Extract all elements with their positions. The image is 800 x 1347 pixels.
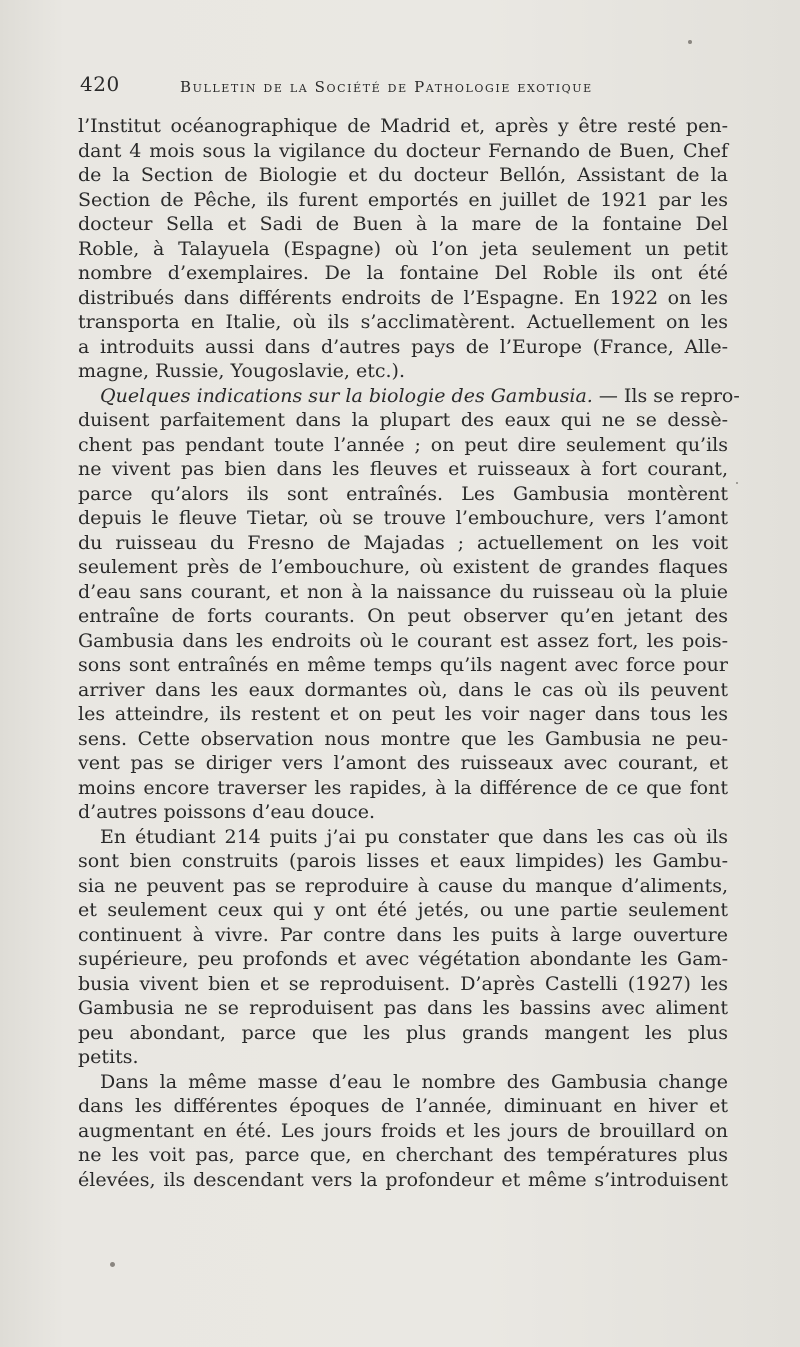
- text-line: Gambusia ne se reproduisent pas dans les bassins avec aliment: [78, 997, 728, 1019]
- text-line: augmentant en été. Les jours froids et les jours de brouillard on: [78, 1119, 728, 1142]
- text-line: dant 4 mois sous la vigilance du docteur Fernando de Buen, Chef: [78, 139, 728, 162]
- text-line: sont bien construits (parois lisses et eaux limpides) les Gambu-: [78, 850, 728, 872]
- text-line: depuis le fleuve Tietar, où se trouve l’embouchure, vers l’amont: [78, 507, 728, 529]
- text-line: sons sont entraînés en même temps qu’ils nagent avec force pour: [78, 654, 728, 676]
- text-line: petits.: [78, 1046, 139, 1068]
- ink-speck: [110, 1262, 115, 1267]
- text-line: supérieure, peu profonds et avec végétation abondante les Gam-: [78, 948, 728, 970]
- text-line: seulement près de l’embouchure, où existent de grandes flaques: [78, 556, 728, 578]
- text-line: parce qu’alors ils sont entraînés. Les Gambusia montèrent: [78, 482, 728, 505]
- running-title: Bulletin de la Société de Pathologie exotique: [180, 78, 593, 96]
- text-line: peu abondant, parce que les plus grands mangent les plus: [78, 1021, 728, 1044]
- page-number: 420: [80, 72, 120, 96]
- text-line: magne, Russie, Yougoslavie, etc.).: [78, 360, 405, 382]
- text-line: a introduits aussi dans d’autres pays de l’Europe (France, Alle-: [78, 335, 728, 358]
- text-line: moins encore traverser les rapides, à la différence de ce que font: [78, 776, 728, 799]
- text-line: Gambusia dans les endroits où le courant est assez fort, les pois-: [78, 629, 728, 652]
- text-line: d’autres poissons d’eau douce.: [78, 801, 375, 823]
- ink-speck: [736, 482, 738, 484]
- text-line: sens. Cette observation nous montre que les Gambusia ne peu-: [78, 727, 728, 750]
- text-line: Section de Pêche, ils furent emportés en juillet de 1921 par les: [78, 188, 728, 211]
- text-line: sia ne peuvent pas se reproduire à cause du manque d’aliments,: [78, 874, 728, 897]
- text-line: et seulement ceux qui y ont été jetés, ou une partie seulement: [78, 899, 728, 921]
- page-header: [80, 72, 730, 102]
- text-line: docteur Sella et Sadi de Buen à la mare de la fontaine Del: [78, 213, 728, 235]
- text-line: nombre d’exemplaires. De la fontaine Del Roble ils ont été: [78, 262, 728, 284]
- ink-speck: [688, 40, 692, 44]
- text-line: continuent à vivre. Par contre dans les puits à large ouverture: [78, 923, 728, 946]
- text-line: ne les voit pas, parce que, en cherchant des températures plus: [78, 1144, 728, 1166]
- section-heading-line: Quelques indications sur la biologie des Gambusia. — Ils se repro-: [100, 384, 740, 407]
- text-line: ne vivent pas bien dans les fleuves et ruisseaux à fort courant,: [78, 458, 728, 480]
- text-line: busia vivent bien et se reproduisent. D’après Castelli (1927) les: [78, 972, 728, 995]
- text-line: de la Section de Biologie et du docteur Bellón, Assistant de la: [78, 164, 728, 186]
- text-line: vent pas se diriger vers l’amont des ruisseaux avec courant, et: [78, 752, 728, 774]
- text-line: En étudiant 214 puits j’ai pu constater que dans les cas où ils: [100, 825, 728, 848]
- text-line: arriver dans les eaux dormantes où, dans le cas où ils peuvent: [78, 678, 728, 701]
- text-line: élevées, ils descendant vers la profondeur et même s’introduisent: [78, 1168, 728, 1191]
- text-line: transporta en Italie, où ils s’acclimatèrent. Actuellement on les: [78, 311, 728, 333]
- section-heading: Quelques indications sur la biologie des Gambusia.: [100, 384, 599, 407]
- text-line: d’eau sans courant, et non à la naissance du ruisseau où la pluie: [78, 580, 728, 603]
- text-line: dans les différentes époques de l’année, diminuant en hiver et: [78, 1095, 728, 1117]
- text-line: du ruisseau du Fresno de Majadas ; actuellement on les voit: [78, 531, 728, 554]
- text-line: l’Institut océanographique de Madrid et, après y être resté pen-: [78, 115, 728, 137]
- text-line: chent pas pendant toute l’année ; on peut dire seulement qu’ils: [78, 433, 728, 456]
- text-line: Dans la même masse d’eau le nombre des Gambusia change: [100, 1070, 728, 1093]
- body-text: [78, 114, 740, 1192]
- text-line: entraîne de forts courants. On peut observer qu’en jetant des: [78, 605, 728, 627]
- text-line: Roble, à Talayuela (Espagne) où l’on jeta seulement un petit: [78, 237, 728, 260]
- text-line: duisent parfaitement dans la plupart des eaux qui ne se dessè-: [78, 409, 728, 431]
- text-line: les atteindre, ils restent et on peut les voir nager dans tous les: [78, 703, 728, 725]
- text-line: distribués dans différents endroits de l’Espagne. En 1922 on les: [78, 286, 728, 309]
